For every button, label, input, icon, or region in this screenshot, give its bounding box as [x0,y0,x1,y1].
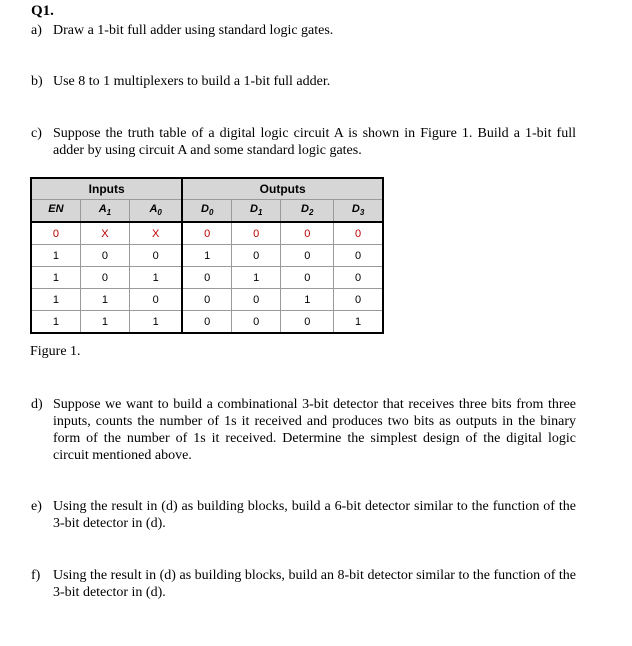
cell-d1: 0 [232,245,281,267]
header-d2: $D_2$ [281,200,334,223]
question-a-text: Draw a 1-bit full adder using standard logic gates. [53,23,334,38]
header-a0: $A_0$ [130,200,183,223]
cell-d3: 0 [334,222,383,245]
cell-d2: 0 [281,245,334,267]
cell-en: 0 [31,222,80,245]
question-a [31,22,576,39]
question-e [31,498,576,532]
cell-a0: X [130,222,183,245]
inputs-group-header: Inputs [31,178,182,200]
question-b [31,73,576,90]
header-a1: $A_1$ [80,200,129,223]
header-d3: $D_3$ [334,200,383,223]
cell-a0: 1 [130,267,183,289]
cell-en: 1 [31,267,80,289]
cell-d3: 0 [334,245,383,267]
question-f-label: f) [31,568,41,583]
question-b-text: Use 8 to 1 multiplexers to build a 1-bit full adder. [53,74,331,89]
question-c [31,125,576,159]
question-f [31,567,576,601]
question-d [31,396,576,464]
table-row [31,267,383,289]
cell-a0: 1 [130,311,183,334]
question-d-label: d) [31,397,43,412]
cell-a0: 0 [130,245,183,267]
question-e-label: e) [31,499,42,514]
question-b-label: b) [31,74,43,89]
cell-en: 1 [31,289,80,311]
header-en: EN [31,200,80,223]
cell-d1: 0 [232,222,281,245]
cell-d0: 0 [182,267,231,289]
cell-d0: 0 [182,222,231,245]
question-title: Q1. [31,3,54,19]
truth-table [30,177,384,334]
cell-d3: 1 [334,311,383,334]
cell-a1: 1 [80,289,129,311]
question-c-text: Suppose the truth table of a digital logic circuit A is shown in Figure 1. Build a 1-bit full adder by using circuit A and some standard logic gates. [53,126,576,158]
truth-table-group-row [31,178,383,200]
cell-d2: 1 [281,289,334,311]
cell-d3: 0 [334,289,383,311]
table-row [31,222,383,245]
header-d1: $D_1$ [232,200,281,223]
cell-en: 1 [31,245,80,267]
cell-d3: 0 [334,267,383,289]
question-d-text: Suppose we want to build a combinational 3-bit detector that receives three bits from three inputs, counts the number of 1s it received and produces two bits as outputs in the binary form of the number of 1s it received. Determine the simplest design of the digital logic circuit mentioned above. [53,397,576,463]
table-row [31,245,383,267]
truth-table-header-row [31,200,383,223]
cell-d0: 0 [182,289,231,311]
cell-en: 1 [31,311,80,334]
cell-d2: 0 [281,222,334,245]
cell-d0: 1 [182,245,231,267]
figure-caption: Figure 1. [30,344,81,359]
question-f-text: Using the result in (d) as building blocks, build an 8-bit detector similar to the function of the 3-bit detector in (d). [53,568,576,600]
cell-d2: 0 [281,267,334,289]
cell-a1: 0 [80,245,129,267]
table-row [31,289,383,311]
cell-a1: X [80,222,129,245]
table-row [31,311,383,334]
cell-d1: 0 [232,311,281,334]
question-e-text: Using the result in (d) as building blocks, build a 6-bit detector similar to the function of the 3-bit detector in (d). [53,499,576,531]
cell-a1: 1 [80,311,129,334]
question-a-label: a) [31,23,42,38]
header-d0: $D_0$ [182,200,231,223]
cell-d1: 0 [232,289,281,311]
cell-d2: 0 [281,311,334,334]
outputs-group-header: Outputs [182,178,383,200]
cell-d0: 0 [182,311,231,334]
cell-a0: 0 [130,289,183,311]
cell-d1: 1 [232,267,281,289]
cell-a1: 0 [80,267,129,289]
question-c-label: c) [31,126,42,141]
